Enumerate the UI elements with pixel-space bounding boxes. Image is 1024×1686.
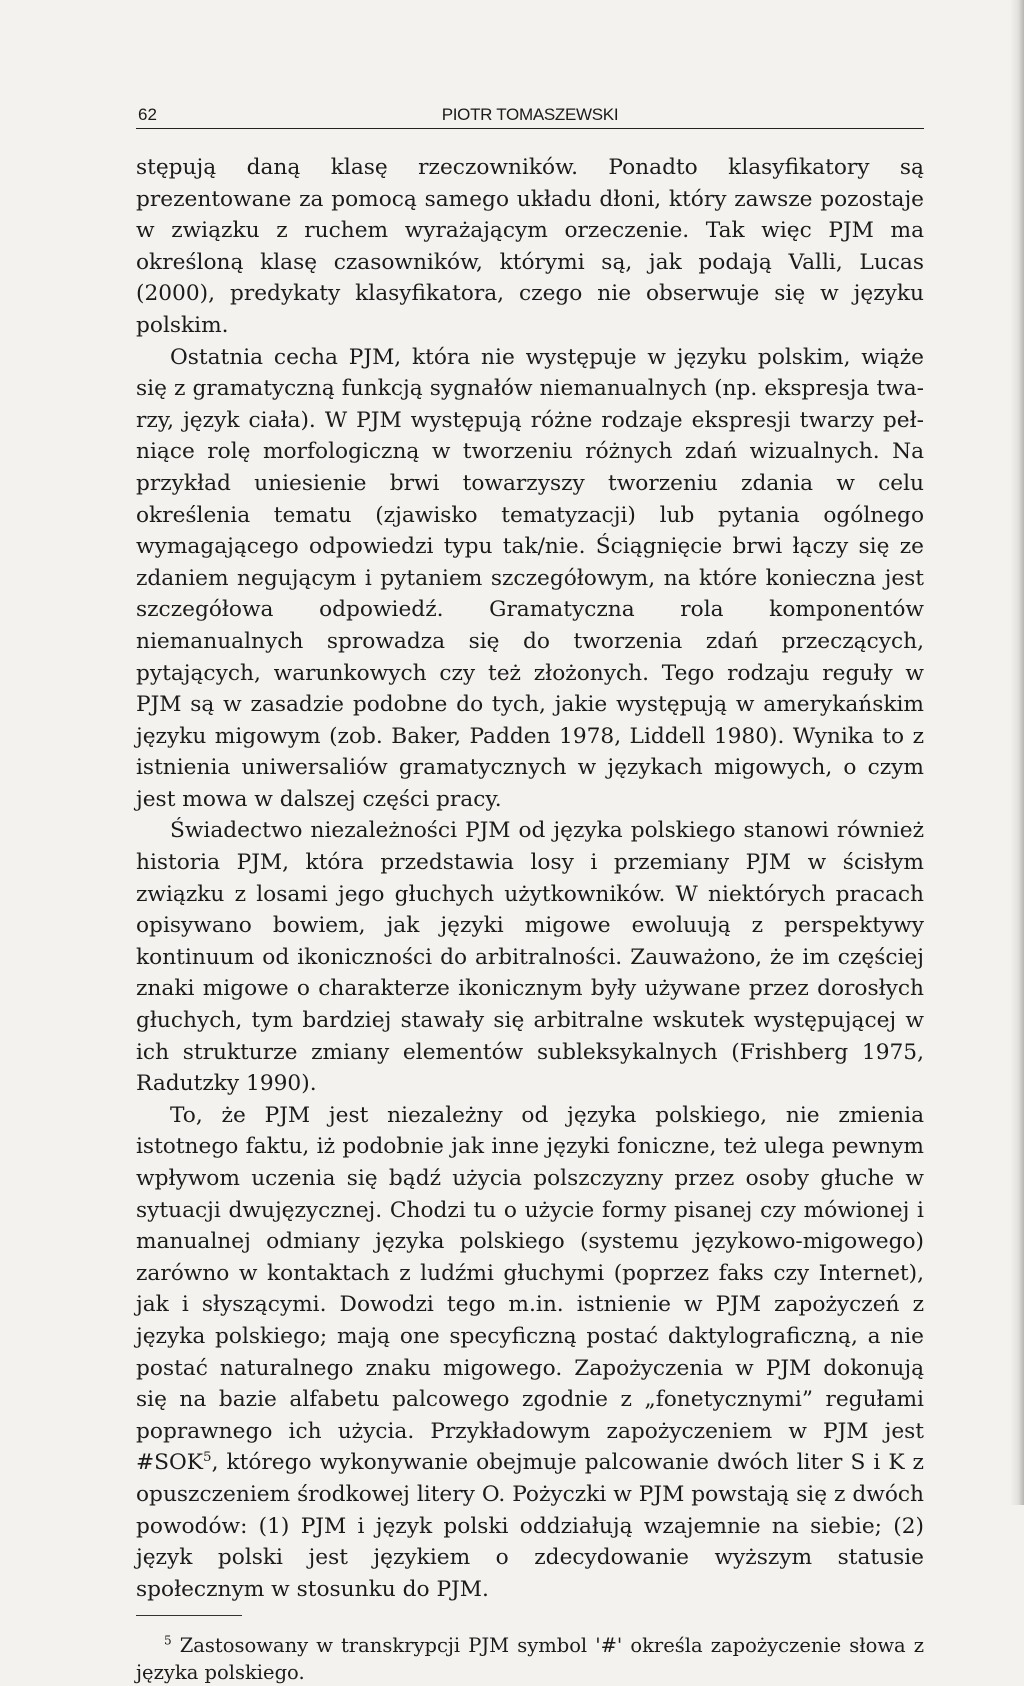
paragraph-3: Świadectwo niezależności PJM od języka polskiego stanowi również historia PJM, która przedstawia losy i przemiany PJM w ścisłym związku z losami jego głuchych użytkowników. W niektórych pracach opisywano bowiem, jak języki migowe ewoluują z perspektywy kontinuum od ikoniczności do arbitralności. Zauważono, że im częściej znaki migowe o charakterze ikonicznym były używane przez dorosłych głuchych, tym bardziej stawały się arbitralne wskutek występującej w ich strukturze zmiany elementów subleksykalnych (Frishberg 1975, Radutzky 1990). <box>136 818 924 1097</box>
footnote-marker: 5 <box>164 1633 172 1648</box>
footnote <box>136 1632 924 1686</box>
paragraph-2: Ostatnia cecha PJM, która nie występuje w języku polskim, wiąże się z gramatyczną funkcją sygnałów niemanualnych (np. ekspresja twarzy, język ciała). W PJM występują różne rodzaje ekspresji twarzy pełniące rolę morfologiczną w tworzeniu różnych zdań wizualnych. Na przykład uniesienie brwi towarzyszy tworzeniu zdania w celu określenia tematu (zjawisko tematyzacji) lub pytania ogólnego wymagającego odpowiedzi typu tak/nie. Ściągnięcie brwi łączy się ze zdaniem negującym i pytaniem szczegółowym, na które konieczna jest szczegółowa odpowiedź. Gramatyczna rola komponentów niemanualnych sprowadza się do tworzenia zdań przeczących, pytających, warunkowych czy też złożonych. Tego rodzaju reguły w PJM są w zasadzie podobne do tych, jakie występują w amerykańskim języku migowym (zob. Baker, Padden 1978, Liddell 1980). Wynika to z istnienia uniwersaliów gramatycznych w językach migowych, o czym jest mowa w dalszej części pracy. <box>136 344 924 812</box>
body-text <box>136 152 924 1605</box>
footnote-text: Zastosowany w transkrypcji PJM symbol '#' określa zapożyczenie słowa z języka polskiego. <box>136 1634 924 1684</box>
scan-edge-shadow <box>1010 0 1024 1505</box>
page-header <box>136 100 924 129</box>
page-number: 62 <box>138 105 157 124</box>
paragraph-4 <box>136 1100 924 1606</box>
paragraph-4-text-before: To, że PJM jest niezależny od języka polskiego, nie zmienia istotnego faktu, iż podobnie jak inne języki foniczne, też ulega pewnym wpływom uczenia się bądź użycia polszczyzny przez osoby głuche w sytuacji dwujęzycznej. Chodzi tu o użycie formy pisanej czy mówionej i manualnej odmiany języka polskiego (systemu językowo-migowego) zarówno w kontaktach z ludźmi głuchymi (poprzez faks czy Internet), jak i słyszącymi. Dowodzi tego m.in. istnienie w PJM zapożyczeń z języka polskiego; mają one specyficzną postać daktylograficzną, a nie postać naturalnego znaku migowego. Zapożyczenia w PJM dokonują się na bazie alfabetu palcowego zgodnie z „fonetycznymi” regułami poprawnego ich użycia. Przykładowym zapożyczeniem w PJM jest #SOK <box>136 1102 924 1476</box>
paragraph-1: stępują daną klasę rzeczowników. Ponadto klasyfikatory są prezentowane za pomocą samego układu dłoni, który zawsze pozostaje w związku z ruchem wyrażającym orzeczenie. Tak więc PJM ma określoną klasę czasowników, którymi są, jak podają Valli, Lucas (2000), predykaty klasyfikatora, czego nie obserwuje się w języku polskim. <box>136 155 924 338</box>
footnote-divider <box>136 1615 242 1616</box>
paragraph-4-text-after: , którego wykonywanie obejmuje palcowanie dwóch liter S i K z opuszczeniem środkowej litery O. Pożyczki w PJM powstają się z dwóch powodów: (1) PJM i język polski oddziałują wzajemnie na siebie; (2) język polski jest językiem o zdecydowanie wyższym statusie społecznym w stosunku do PJM. <box>136 1450 924 1602</box>
footnote-reference: 5 <box>203 1450 212 1466</box>
running-head: PIOTR TOMASZEWSKI <box>441 105 619 124</box>
footnote-paragraph <box>136 1632 924 1686</box>
